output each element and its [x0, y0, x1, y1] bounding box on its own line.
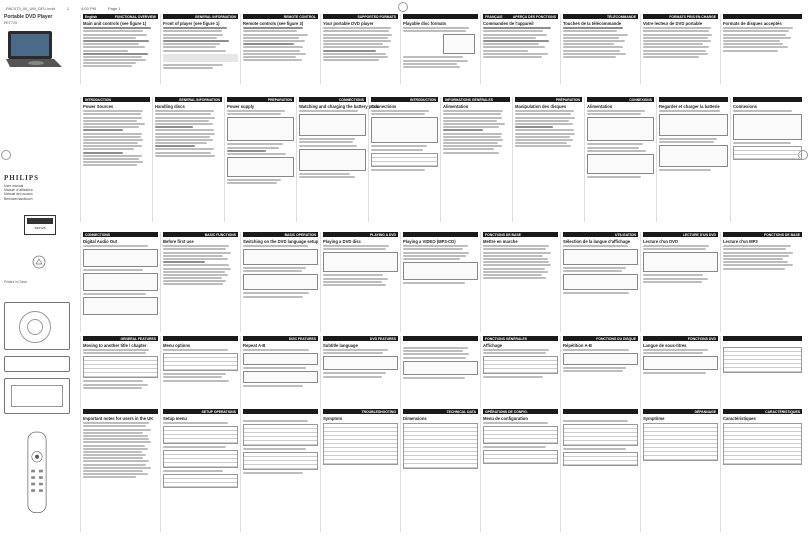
panel-title: Repeat A-B — [243, 343, 266, 348]
panel-title: Subtitle language — [323, 343, 358, 348]
section-header-bar: TÉLÉCOMMANDE — [563, 14, 638, 19]
disc-loading-figure — [323, 252, 398, 272]
panel-title: Remote controls (see figure 3) — [243, 21, 304, 26]
setup-table — [163, 450, 238, 468]
panel — [320, 232, 400, 332]
technical-data-table — [723, 423, 802, 465]
panel — [160, 232, 240, 332]
panel-title: Affichage — [483, 343, 503, 348]
header-page: Page 1 — [107, 5, 121, 11]
panel-title: Répétition A-B — [563, 343, 592, 348]
panel — [560, 232, 640, 332]
setup-table — [163, 426, 238, 444]
panel-title: Lecture d'un MP3 — [723, 239, 758, 244]
panel-title: Before first use — [163, 239, 194, 244]
section-header-bar: CARACTÉRISTIQUES — [723, 409, 802, 414]
panel — [720, 409, 804, 532]
panel-title: Power supply — [227, 104, 255, 109]
section-header-bar: SETUP OPERATIONS — [163, 409, 238, 414]
section-header-bar — [163, 336, 238, 341]
row-functional-overview — [80, 14, 804, 84]
section-header-bar: FONCTIONS DVD — [643, 336, 718, 341]
section-header-bar — [243, 409, 318, 414]
section-header-bar: DVD FEATURES — [323, 336, 398, 341]
section-header-bar: GENERAL FEATURES — [83, 336, 158, 341]
registration-mark-top — [398, 2, 408, 12]
section-header-bar — [723, 336, 802, 341]
panel — [400, 336, 480, 408]
repeat-ab-figure — [243, 353, 318, 365]
panel-title: Menu de configuration — [483, 416, 528, 421]
panel — [640, 232, 720, 332]
panel — [720, 336, 804, 408]
player-front-view-illustration — [4, 378, 70, 414]
panel-title: Power Sources — [83, 104, 114, 109]
menu-options-table — [163, 353, 238, 371]
panel-title: Commandes de l'appareil — [483, 21, 534, 26]
panel-title: Lecture d'un DVD — [643, 239, 678, 244]
panel-title: Alimentation — [587, 104, 613, 109]
component-figure — [83, 297, 158, 315]
disc-logo-figure — [443, 34, 475, 54]
section-header-bar: INTRODUCTION — [83, 97, 150, 102]
row-general-information — [80, 97, 804, 222]
panel — [368, 97, 440, 222]
panel — [320, 336, 400, 408]
panel — [296, 97, 379, 222]
osd-figure — [243, 274, 318, 290]
panel-title: Important notes for users in the UK — [83, 416, 154, 421]
subtitle-figure — [323, 356, 398, 370]
section-header-bar: PREPARATION — [227, 97, 294, 102]
osd-figure — [563, 274, 638, 290]
power-adapter-figure — [587, 117, 654, 141]
section-header-bar: BASIC OPERATION — [243, 232, 318, 237]
manual-page-grid — [80, 14, 804, 532]
panel — [640, 336, 720, 408]
panel-title: Playing a VIDEO (MP3-CD) — [403, 239, 456, 244]
panel-title: Touches de la télécommande — [563, 21, 622, 26]
power-adapter-figure — [227, 117, 294, 141]
row-basic-functions — [80, 232, 804, 332]
panel — [80, 336, 160, 408]
section-header-bar — [563, 409, 638, 414]
mp3-screen-figure — [403, 262, 478, 280]
panel — [320, 14, 400, 84]
row-setup-troubleshooting — [80, 409, 804, 532]
car-adapter-figure — [299, 149, 366, 171]
panel — [656, 97, 730, 222]
panel — [160, 409, 240, 532]
subtitle-figure — [643, 356, 718, 370]
video-out-figure — [83, 273, 158, 291]
disc-loading-figure — [643, 252, 718, 272]
panel-title: Regarder et charger la batterie — [659, 104, 720, 109]
section-header-bar: GENERAL INFORMATION — [163, 14, 238, 19]
cover-footer: Printed in China — [4, 279, 27, 284]
section-header-bar: OPÉRATIONS DE CONFIG. — [483, 409, 558, 414]
cover-language-list — [4, 184, 76, 201]
panel — [240, 232, 320, 332]
section-header-bar: INFORMATIONS GÉNÉRALES — [443, 97, 510, 102]
section-header-bar: INTRODUCTION — [371, 97, 438, 102]
panel — [400, 232, 480, 332]
section-header-bar — [403, 14, 478, 19]
header-code: 1 — [66, 5, 70, 11]
section-header-bar — [723, 14, 802, 19]
section-header-bar: UTILISATION — [563, 232, 638, 237]
section-header-bar — [83, 409, 158, 414]
language-item: Benutzerhandbuch — [4, 196, 33, 201]
panel-title: Formats de disques acceptés — [723, 21, 782, 26]
setup-table — [243, 424, 318, 446]
section-header-bar: PRÉPARATION — [515, 97, 582, 102]
panel-title: Playing a DVD disc — [323, 239, 361, 244]
panel — [730, 97, 804, 222]
panel-title: Symptom — [323, 416, 343, 421]
panel-title: Moving to another title / chapter — [83, 343, 147, 348]
language-item: Manual del usuario — [4, 192, 33, 197]
panel-title: Connections — [371, 104, 397, 109]
panel — [240, 14, 320, 84]
section-header-bar: English FUNCTIONAL OVERVIEW — [85, 14, 156, 19]
panel-title: Mettre en marche — [483, 239, 518, 244]
panel-title: Connexions — [733, 104, 757, 109]
panel — [80, 232, 160, 332]
section-header-bar: CONNECTIONS — [83, 232, 158, 237]
panel — [560, 14, 640, 84]
feature-table — [723, 347, 802, 373]
row-disc-features — [80, 336, 804, 408]
panel-title: Your portable DVD player — [323, 21, 374, 26]
panel — [160, 14, 240, 84]
setup-table — [163, 474, 238, 488]
section-header-bar: CONNEXIONS — [587, 97, 654, 102]
charging-figure — [659, 114, 728, 136]
section-header-bar: SUPPORTED FORMATS — [323, 14, 398, 19]
language-item: User manual — [4, 184, 24, 188]
panel — [640, 409, 720, 532]
panel-title: Handling discs — [155, 104, 185, 109]
section-header-bar: FONCTIONS DE BASE — [483, 232, 558, 237]
section-header-bar: CONNECTIONS — [299, 97, 366, 102]
cover-title: Portable DVD Player — [4, 14, 53, 20]
panel-title: Playable disc formats — [403, 21, 447, 26]
panel — [640, 14, 720, 84]
panel-title: Symptôme — [643, 416, 665, 421]
panel — [560, 336, 640, 408]
section-header-bar: TECHNICAL DATA — [403, 409, 478, 414]
header-file: PAC073_00_UM_DFU.indd — [6, 5, 55, 11]
section-header-bar: FRANÇAIS APERÇU DES FONCTIONS — [485, 14, 556, 19]
panel — [240, 409, 320, 532]
panel-title: Alimentation — [443, 104, 469, 109]
panel — [400, 409, 480, 532]
repeat-ab-figure — [563, 353, 638, 365]
section-header-bar: LECTURE D'UN DVD — [643, 232, 718, 237]
section-header-bar: FONCTIONS GÉNÉRALES — [483, 336, 558, 341]
setup-table — [243, 452, 318, 470]
language-menu-figure — [243, 249, 318, 265]
panel — [320, 409, 400, 532]
headphone-connection-figure — [733, 114, 802, 140]
panel — [160, 336, 240, 408]
panel-title: Manipulation des disques — [515, 104, 567, 109]
connection-table — [371, 153, 438, 167]
angle-figure — [403, 361, 478, 375]
section-header-bar: FONCTIONS DU DISQUE — [563, 336, 638, 341]
section-header-bar: DISC FEATURES — [243, 336, 318, 341]
section-header-bar: BASIC FUNCTIONS — [163, 232, 238, 237]
panel — [720, 232, 804, 332]
connection-table — [733, 146, 802, 160]
charging-figure — [299, 114, 366, 136]
panel-title: Dimensions — [403, 416, 427, 421]
dvd-player-illustration — [4, 29, 64, 69]
technical-data-table — [403, 423, 478, 469]
section-header-bar — [403, 336, 478, 341]
repeat-figure — [243, 371, 318, 383]
feature-table — [83, 356, 158, 378]
panel — [400, 14, 480, 84]
panel — [80, 97, 152, 222]
panel-title: Setup menu — [163, 416, 187, 421]
setup-table — [483, 450, 558, 464]
panel-title: Digital Audio Out — [83, 239, 118, 244]
panel — [440, 97, 512, 222]
panel — [240, 336, 320, 408]
battery-figure — [227, 157, 294, 177]
car-adapter-figure — [659, 145, 728, 167]
panel-title: Menu options — [163, 343, 191, 348]
player-side-view-illustration — [4, 356, 70, 372]
panel — [80, 14, 160, 84]
panel-title: Sélection de la langue d'affichage — [563, 239, 631, 244]
panel-title: Votre lecteur de DVD portable — [643, 21, 703, 26]
panel-title: Caractéristiques — [723, 416, 756, 421]
panel-title: Switching on the DVD language setup — [243, 239, 319, 244]
panel — [152, 97, 224, 222]
section-header-bar: GENERAL INFORMATION — [155, 97, 222, 102]
panel-title: Main unit controls (see figure 1) — [83, 21, 147, 26]
section-header-bar: DÉPANNAGE — [643, 409, 718, 414]
player-top-view-illustration — [4, 302, 70, 350]
panel — [584, 97, 656, 222]
cover-panel — [4, 14, 76, 532]
setup-table — [563, 424, 638, 446]
panel — [480, 14, 560, 84]
header-time: 4:00 PM — [81, 5, 96, 11]
panel — [560, 409, 640, 532]
section-header-bar — [733, 97, 802, 102]
panel-title: Watching and charging the battery pack — [299, 104, 379, 109]
section-header-bar: REMOTE CONTROL — [243, 14, 318, 19]
product-label — [24, 215, 56, 235]
panel — [720, 14, 804, 84]
panel — [480, 336, 560, 408]
language-menu-figure — [563, 249, 638, 265]
section-header-bar: PLAYING A DVD — [323, 232, 398, 237]
digital-audio-figure — [83, 249, 158, 267]
section-header-bar: FONCTIONS DE BASE — [723, 232, 802, 237]
recycle-icon — [32, 255, 46, 269]
section-header-bar — [659, 97, 728, 102]
panel — [80, 409, 160, 532]
panel-title: Langue de sous-titres — [643, 343, 687, 348]
panel — [480, 232, 560, 332]
troubleshooting-table — [643, 423, 718, 461]
section-header-bar — [403, 232, 478, 237]
setup-table — [563, 452, 638, 466]
headphone-connection-figure — [371, 117, 438, 143]
feature-table — [483, 356, 558, 374]
remote-control-illustration — [24, 418, 50, 528]
section-header-bar: FORMATS PRIS EN CHARGE — [643, 14, 718, 19]
battery-figure — [587, 154, 654, 174]
panel — [224, 97, 296, 222]
panel-title: Front of player (see figure 1) — [163, 21, 220, 26]
panel — [480, 409, 560, 532]
language-item: Manuel d'utilisation — [4, 188, 33, 193]
section-header-bar: TROUBLESHOOTING — [323, 409, 398, 414]
cover-model: PET725 — [4, 21, 17, 25]
philips-logo: PHILIPS — [4, 174, 40, 182]
product-label-model: PET725 — [34, 225, 46, 230]
troubleshooting-table — [323, 423, 398, 465]
panel — [512, 97, 584, 222]
setup-table — [483, 426, 558, 444]
